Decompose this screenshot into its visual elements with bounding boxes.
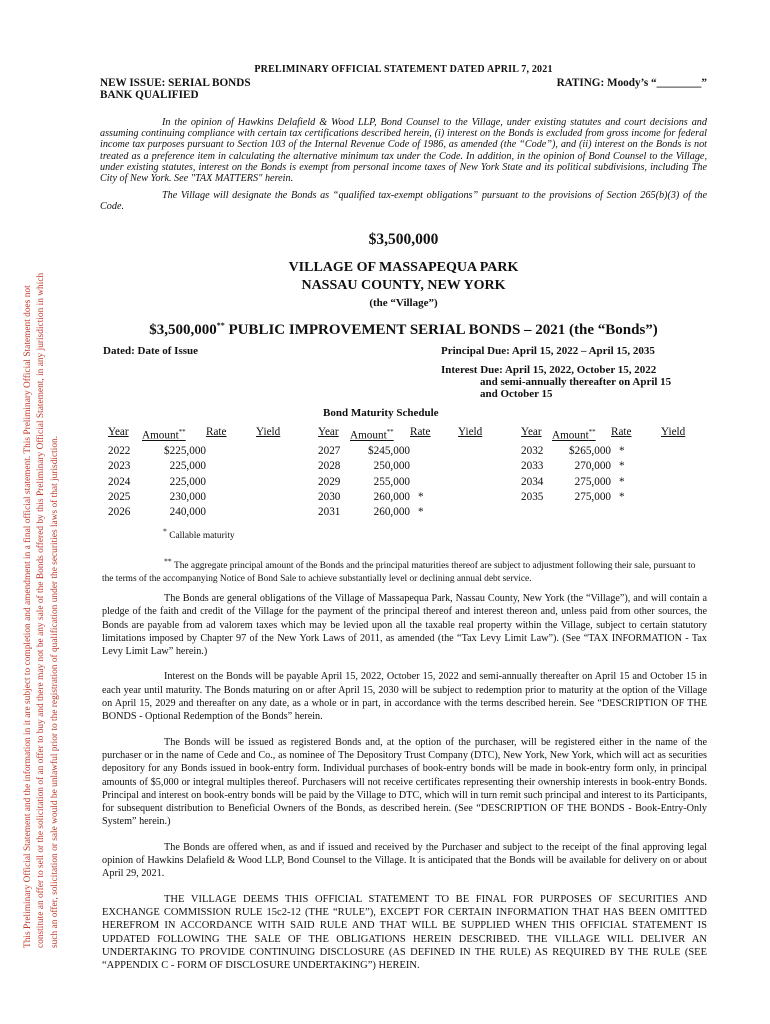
rating-label: RATING: Moody’s “________” bbox=[556, 77, 707, 89]
maturity-year: 2023 bbox=[108, 460, 131, 473]
callable-marker bbox=[410, 459, 418, 474]
maturity-amount: 260,000 bbox=[373, 490, 410, 503]
maturity-year: 2034 bbox=[521, 475, 544, 488]
maturity-row bbox=[108, 475, 280, 490]
maturity-row bbox=[318, 475, 482, 490]
maturity-amount: 240,000 bbox=[169, 506, 206, 519]
new-issue-label: NEW ISSUE: SERIAL BONDS bbox=[100, 77, 251, 89]
issue-amount: $3,500,000 bbox=[368, 230, 439, 248]
principal-due: Principal Due: April 15, 2022 – April 15, 2035 bbox=[441, 345, 655, 357]
maturity-year: 2030 bbox=[318, 490, 341, 503]
callable-marker bbox=[206, 475, 214, 490]
maturity-row bbox=[521, 444, 685, 459]
maturity-row bbox=[318, 490, 482, 505]
issuer-name bbox=[100, 259, 707, 295]
adjustment-mark: ** bbox=[216, 320, 225, 330]
maturity-year: 2029 bbox=[318, 475, 341, 488]
callable-note bbox=[163, 527, 235, 541]
callable-marker: * bbox=[619, 475, 625, 488]
maturity-row bbox=[108, 444, 280, 459]
schedule-header bbox=[108, 425, 280, 444]
interest-due-line: and semi-annually thereafter on April 15 bbox=[480, 376, 672, 388]
tax-opinion-paragraph: In the opinion of Hawkins Delafield & Wood LLP, Bond Counsel to the Village, under existing statutes and court decisions and assuming continuing compliance with certain tax certifications described herein, (i) interest on the Bonds is excluded from gross income for federal income tax purposes pursuant to Section 103 of the Internal Revenue Code of 1986, as amended (the “Code”), and (ii) interest on the Bonds is not treated as a preference item in calculating the alternative minimum tax under the Code. In addition, in the opinion of Bond Counsel to the Village, under existing statutes, interest on the Bonds is exempt from personal income taxes of New York State and its political subdivisions, including The City of New York. See "TAX MATTERS" herein. bbox=[100, 117, 707, 185]
year-header: Year bbox=[108, 426, 129, 438]
callable-marker bbox=[206, 444, 214, 459]
issuer-county: NASSAU COUNTY, NEW YORK bbox=[301, 277, 506, 293]
yield-header: Yield bbox=[458, 426, 483, 438]
issue-rating-row bbox=[100, 77, 707, 89]
maturity-column-2 bbox=[318, 425, 482, 521]
maturity-year: 2032 bbox=[521, 445, 544, 458]
maturity-year: 2027 bbox=[318, 445, 341, 458]
bonds-title bbox=[100, 321, 707, 339]
callable-marker bbox=[206, 505, 214, 520]
callable-marker: * bbox=[418, 506, 424, 519]
yield-header: Yield bbox=[256, 426, 281, 438]
maturity-year: 2026 bbox=[108, 506, 131, 519]
maturity-year: 2031 bbox=[318, 506, 341, 519]
rate-header: Rate bbox=[611, 426, 632, 438]
yield-header: Yield bbox=[661, 426, 686, 438]
rate-header: Rate bbox=[206, 426, 227, 438]
document-page bbox=[100, 64, 707, 339]
maturity-amount: 225,000 bbox=[169, 460, 206, 473]
dated-date: Dated: Date of Issue bbox=[103, 345, 199, 357]
maturity-amount: 275,000 bbox=[574, 490, 611, 503]
tax-opinion bbox=[100, 117, 707, 213]
callable-marker: * bbox=[418, 490, 424, 503]
maturity-row bbox=[521, 459, 685, 474]
maturity-row bbox=[318, 444, 482, 459]
maturity-amount: 250,000 bbox=[373, 460, 410, 473]
qualified-designation-paragraph: The Village will designate the Bonds as “qualified tax-exempt obligations” pursuant to the provisions of Section 265(b)(3) of the Code. bbox=[100, 190, 707, 213]
maturity-amount: 255,000 bbox=[373, 475, 410, 488]
interest-due-line: Interest Due: April 15, 2022, October 15, 2022 bbox=[441, 364, 657, 376]
callable-marker bbox=[410, 444, 418, 459]
maturity-row bbox=[108, 490, 280, 505]
aggregate-note bbox=[102, 555, 707, 586]
bonds-name: PUBLIC IMPROVEMENT SERIAL BONDS – 2021 (the “Bonds”) bbox=[224, 321, 658, 338]
aggregate-mark: ** bbox=[164, 557, 172, 566]
maturity-year: 2022 bbox=[108, 445, 131, 458]
amount-header: Amount** bbox=[350, 428, 394, 442]
maturity-amount: 230,000 bbox=[169, 490, 206, 503]
bank-qualified-label: BANK QUALIFIED bbox=[100, 89, 199, 101]
maturity-amount: $245,000 bbox=[368, 445, 410, 458]
callable-marker bbox=[206, 459, 214, 474]
amount-header: Amount** bbox=[142, 428, 186, 442]
maturity-row bbox=[521, 490, 685, 505]
disclaimer-line: such an offer, solicitation or sale would be unlawful prior to the registration of qualification under the securities laws of that jurisdiction. bbox=[49, 435, 60, 948]
maturity-year: 2028 bbox=[318, 460, 341, 473]
schedule-header bbox=[318, 425, 482, 444]
callable-marker bbox=[206, 490, 214, 505]
amount-header: Amount** bbox=[552, 428, 596, 442]
disclosure-paragraph: THE VILLAGE DEEMS THIS OFFICIAL STATEMENT TO BE FINAL FOR PURPOSES OF SECURITIES AND EXCHANGE COMMISSION RULE 15c2-12 (THE “RULE”), EXCEPT FOR CERTAIN INFORMATION THAT HAS BEEN OMITTED HEREFROM IN ACCORDANCE WITH SAID RULE AND THAT WILL BE SUPPLIED WHEN THIS OFFICIAL STATEMENT IS UPDATED FOLLOWING THE SALE OF THE OBLIGATIONS HEREIN DESCRIBED. THE VILLAGE WILL DELIVER AN UNDERTAKING TO PROVIDE CONTINUING DISCLOSURE (AS DEFINED IN THE RULE) AS REQUIRED BY THE RULE (SEE “APPENDIX C - FORM OF DISCLOSURE UNDERTAKING”) HEREIN. bbox=[102, 893, 707, 972]
schedule-header bbox=[521, 425, 685, 444]
callable-marker: * bbox=[619, 460, 625, 473]
general-obligation-paragraph: The Bonds are general obligations of the Village of Massapequa Park, Nassau County, New York (the “Village”), and will contain a pledge of the faith and credit of the Village for the payment of the principal thereof and interest thereon and, unless paid from other sources, the Bonds are payable from ad valorem taxes which may be levied upon all the taxable real property within the Village, subject to certain statutory limitations imposed by Chapter 97 of the New York Laws of 2011, as amended (the “Tax Levy Limit Law”). (See “TAX INFORMATION - Tax Levy Limit Law” herein.) bbox=[102, 593, 707, 658]
callable-note-text: Callable maturity bbox=[169, 531, 235, 542]
maturity-column-1 bbox=[108, 425, 280, 521]
maturity-amount: 225,000 bbox=[169, 475, 206, 488]
callable-marker: * bbox=[619, 445, 625, 458]
issuer-short-name: (the “Village”) bbox=[369, 296, 438, 309]
callable-marker: * bbox=[619, 490, 625, 503]
maturity-amount: 275,000 bbox=[574, 475, 611, 488]
maturity-row bbox=[108, 459, 280, 474]
bank-qualified-row bbox=[100, 89, 707, 101]
disclaimer-line: constitute an offer to sell or the solicitation of an offer to buy and there may not be any sale of the Bonds offered by this Preliminary Official Statement, in any jurisdiction in which bbox=[36, 272, 47, 948]
aggregate-note-text: The aggregate principal amount of the Bonds and the principal maturities thereof are subject to adjustment following their sale, pursuant to the terms of the accompanying Notice of Bond Sale to achieve substantially level or declining annual debt service. bbox=[102, 561, 696, 585]
interest-due bbox=[441, 364, 671, 400]
interest-due-line: and October 15 bbox=[480, 388, 553, 400]
maturity-column-3 bbox=[521, 425, 685, 505]
year-header: Year bbox=[318, 426, 339, 438]
rate-header: Rate bbox=[410, 426, 431, 438]
maturity-row bbox=[318, 459, 482, 474]
year-header: Year bbox=[521, 426, 542, 438]
statement-title: PRELIMINARY OFFICIAL STATEMENT DATED APRIL 7, 2021 bbox=[254, 64, 553, 75]
maturity-row bbox=[108, 505, 280, 520]
offering-paragraph: The Bonds are offered when, as and if issued and received by the Purchaser and subject to the receipt of the final approving legal opinion of Hawkins Delafield & Wood LLP, Bond Counsel to the Village. It is anticipated that the Bonds will be available for delivery on or about April 29, 2021. bbox=[102, 841, 707, 880]
callable-marker bbox=[410, 475, 418, 490]
maturity-year: 2025 bbox=[108, 490, 131, 503]
registration-paragraph: The Bonds will be issued as registered Bonds and, at the option of the purchaser, will be registered either in the name of the purchaser or in the name of Cede and Co., as nominee of The Depository Trust Company (DTC), New York, New York, which will act as securities depository for any Bonds issued in book-entry form. Individual purchases of book-entry bonds will be made in book-entry form only, in principal amounts of $5,000 or integral multiples thereof. Purchasers will not receive certificates representing their ownership interests in book-entry Bonds. Principal and interest on book-entry bonds will be paid by the Village to DTC, which will in turn remit such principal and interest to its Participants, for subsequent distribution to Beneficial Owners of the Bonds, as described herein. (See “DESCRIPTION OF THE BONDS - Book-Entry-Only System” herein.) bbox=[102, 736, 707, 828]
maturity-row bbox=[521, 475, 685, 490]
maturity-schedule-title: Bond Maturity Schedule bbox=[323, 407, 439, 419]
maturity-year: 2033 bbox=[521, 460, 544, 473]
maturity-year: 2024 bbox=[108, 475, 131, 488]
maturity-amount: $225,000 bbox=[164, 445, 206, 458]
maturity-amount: 270,000 bbox=[574, 460, 611, 473]
issuer-village: VILLAGE OF MASSAPEQUA PARK bbox=[288, 259, 519, 275]
disclaimer-line: This Preliminary Official Statement and the information in it are subject to completion and amendment in a final official statement. This Preliminary Official Statement does not bbox=[23, 285, 33, 948]
maturity-amount: $265,000 bbox=[569, 445, 611, 458]
callable-mark: * bbox=[163, 527, 167, 536]
preliminary-disclaimer bbox=[22, 68, 62, 948]
bonds-amount: $3,500,000 bbox=[149, 321, 217, 338]
maturity-year: 2035 bbox=[521, 490, 544, 503]
maturity-row bbox=[318, 505, 482, 520]
maturity-amount: 260,000 bbox=[373, 506, 410, 519]
interest-paragraph: Interest on the Bonds will be payable April 15, 2022, October 15, 2022 and semi-annually thereafter on April 15 and October 15 in each year until maturity. The Bonds maturing on or after April 15, 2030 will be subject to redemption prior to maturity at the option of the Village on April 15, 2029 and thereafter on any date, as a whole or in part, in accordance with the terms described herein. See “DESCRIPTION OF THE BONDS - Optional Redemption of the Bonds” herein. bbox=[102, 671, 707, 723]
body-text bbox=[102, 592, 707, 972]
